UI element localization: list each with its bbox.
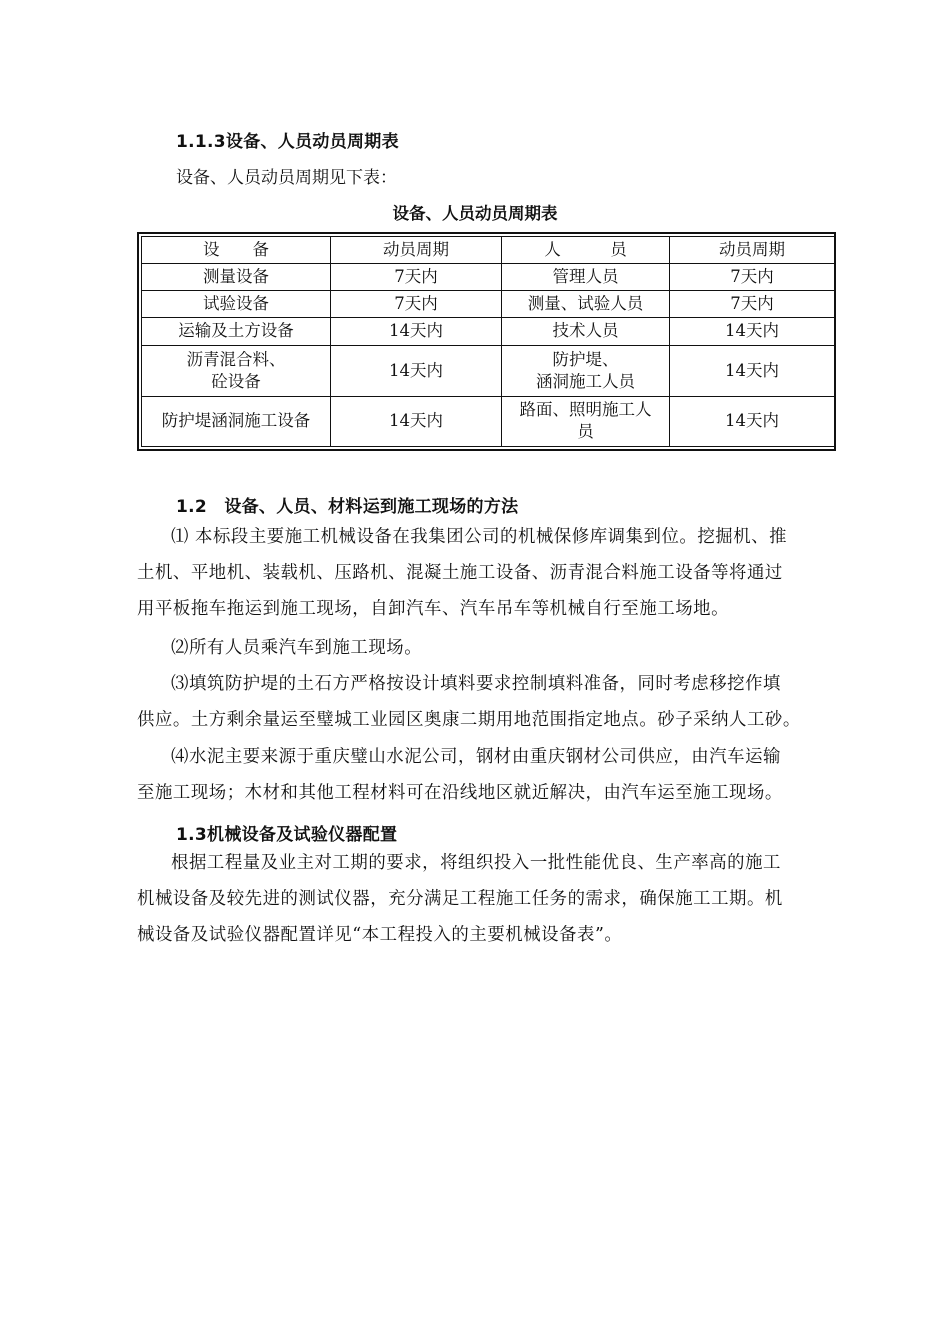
cell-equipment: 测量设备 [142,264,331,291]
cell-personnel-period: 14天内 [670,345,835,396]
table-row [142,264,835,291]
header-personnel: 人 员 [502,237,670,264]
cell-personnel: 测量、试验人员 [502,291,670,318]
paragraph-line: 机械设备及较先进的测试仪器，充分满足工程施工任务的需求，确保施工工期。机 [137,889,783,909]
table-row [142,345,835,396]
paragraph-line: ⑵所有人员乘汽车到施工现场。 [171,638,423,658]
paragraph-5 [137,845,837,953]
section-heading-1-1-3: 1.1.3设备、人员动员周期表 [176,132,399,152]
cell-equipment-period: 14天内 [331,345,502,396]
section-heading-1-2: 1.2 设备、人员、材料运到施工现场的方法 [176,497,519,517]
cell-equipment: 防护堤涵洞施工设备 [142,396,331,446]
cell-equipment-period: 14天内 [331,396,502,446]
paragraph-line: 用平板拖车拖运到施工现场，自卸汽车、汽车吊车等机械自行至施工场地。 [137,599,730,619]
paragraph-line: 供应。土方剩余量运至璧城工业园区奥康二期用地范围指定地点。砂子采纳人工砂。 [137,710,801,730]
header-equipment: 设 备 [142,237,331,264]
mobilization-table-frame [137,232,836,451]
paragraph-line: ⑷水泥主要来源于重庆璧山水泥公司，钢材由重庆钢材公司供应，由汽车运输 [171,747,781,767]
cell-equipment-period: 14天内 [331,318,502,345]
cell-equipment-period: 7天内 [331,264,502,291]
table-row [142,291,835,318]
table-row [142,396,835,446]
cell-personnel: 技术人员 [502,318,670,345]
section-heading-1-3: 1.3机械设备及试验仪器配置 [176,825,398,845]
paragraph-line: 土机、平地机、装载机、压路机、混凝土施工设备、沥青混合料施工设备等将通过 [137,563,783,583]
paragraph-line: ⑴ 本标段主要施工机械设备在我集团公司的机械保修库调集到位。挖掘机、推 [171,527,788,547]
table-intro-text: 设备、人员动员周期见下表： [176,168,397,188]
paragraph-4 [137,739,837,811]
cell-personnel: 防护堤、 涵洞施工人员 [502,345,670,396]
paragraph-line: ⑶填筑防护堤的土石方严格按设计填料要求控制填料准备，同时考虑移挖作填 [171,674,781,694]
table-header-row [142,237,835,264]
paragraph-line: 械设备及试验仪器配置详见“本工程投入的主要机械设备表”。 [137,925,623,945]
paragraph-3 [137,666,837,738]
cell-personnel-period: 14天内 [670,396,835,446]
paragraph-2 [137,630,837,666]
cell-personnel-period: 14天内 [670,318,835,345]
paragraph-1 [137,519,837,627]
cell-personnel: 管理人员 [502,264,670,291]
table-caption: 设备、人员动员周期表 [392,204,558,223]
header-personnel-period: 动员周期 [670,237,835,264]
table-row [142,318,835,345]
cell-personnel-period: 7天内 [670,264,835,291]
cell-equipment: 运输及土方设备 [142,318,331,345]
cell-personnel: 路面、照明施工人 员 [502,396,670,446]
mobilization-table [141,236,835,447]
cell-equipment: 试验设备 [142,291,331,318]
paragraph-line: 根据工程量及业主对工期的要求，将组织投入一批性能优良、生产率高的施工 [171,853,781,873]
paragraph-line: 至施工现场；木材和其他工程材料可在沿线地区就近解决，由汽车运至施工现场。 [137,783,783,803]
header-equipment-period: 动员周期 [331,237,502,264]
cell-equipment-period: 7天内 [331,291,502,318]
cell-equipment: 沥青混合料、 砼设备 [142,345,331,396]
cell-personnel-period: 7天内 [670,291,835,318]
